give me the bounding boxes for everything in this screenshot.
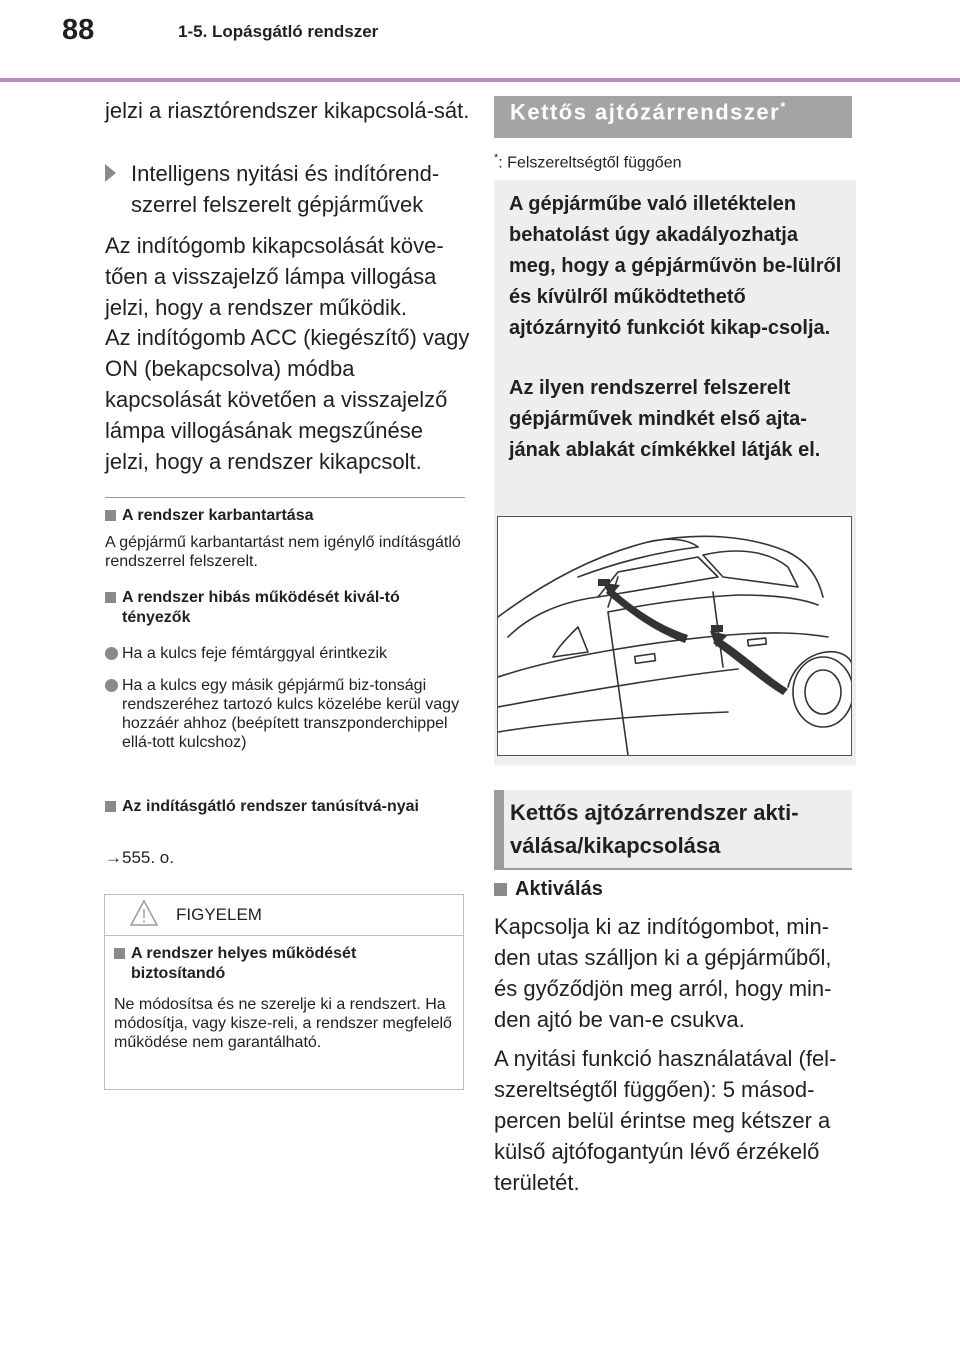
warning-text: Ne módosítsa és ne szerelje ki a rendszert. Ha módosítja, vagy kisze-reli, a rendszer megfelelő működése nem garantálható. [114,996,452,1051]
car-drawing [498,517,852,756]
page-reference-link[interactable]: →555. o. [105,848,174,867]
intro-paragraph-1: A gépjárműbe való illetéktelen behatolást úgy akadályozhatja meg, hogy a gépjárművön be-lülről és kívülről működtethető ajtózárnyitó funkciót kikap-csolja. [509,193,842,339]
dot-bullet-icon [105,679,118,692]
arrow-bullet-icon [105,164,116,182]
maintenance-heading: A rendszer karbantartása [105,506,465,528]
square-bullet-icon [494,883,507,896]
section-divider [105,497,465,498]
footnote: *: Felszereltségtől függően [494,152,682,172]
car-door-illustration [497,516,852,756]
arrow-item-text: Intelligens nyitási és indítórend-szerrel felszerelt gépjárművek [131,161,440,217]
page-number: 88 [62,14,95,46]
warning-header-rule [104,935,464,936]
bullet-item-1: Ha a kulcs feje fémtárggyal érintkezik [105,644,465,666]
section2-title: Kettős ajtózárrendszer akti-válása/kikapcsolása [510,800,799,858]
activation-paragraph-2: A nyitási funkció használatával (fel-szereltségtől függően): 5 másod-percen belül érintse meg kétszer a külső ajtófogantyún lévő érzékelő területét. [494,1046,837,1195]
header-rule [0,78,960,82]
warning-title: FIGYELEM [176,905,262,924]
activation-heading: Aktiválás [494,878,844,904]
warning-heading: A rendszer helyes működését biztosítandó [114,944,454,988]
section2-underline [494,868,852,870]
square-bullet-icon [105,801,116,812]
square-bullet-icon [105,592,116,603]
left-paragraph-2: Az indítógomb kikapcsolását köve-tően a visszajelző lámpa villogása jelzi, hogy a rendszer működik. [105,233,444,320]
left-paragraph-1: jelzi a riasztórendszer kikapcsolá-sát. [105,98,470,123]
bullet-item-2: Ha a kulcs egy másik gépjármű biz-tonsági rendszeréhez tartozó kulcs közelébe kerül vagy hozzáér ahhoz (beépített transzponderchippel ellá-tott kulcshoz) [105,676,465,786]
left-paragraph-3: Az indítógomb ACC (kiegészítő) vagy ON (bekapcsolva) módba kapcsolását követően a visszajelző lámpa villogásának megszűnése jelzi, hogy a rendszer kikapcsolt. [105,325,470,474]
section-title: Kettős ajtózárrendszer* [510,99,786,125]
certificates-heading: Az indításgátló rendszer tanúsítvá-nyai [105,797,465,841]
section2-accent-bar [494,790,504,870]
dot-bullet-icon [105,647,118,660]
square-bullet-icon [105,510,116,521]
intro-paragraph-2: Az ilyen rendszerrel felszerelt gépjárművek mindkét első ajta-jának ablakát címkékkel látják el. [509,377,821,461]
malfunction-heading: A rendszer hibás működését kivál-tó tényezők [105,588,465,632]
maintenance-text: A gépjármű karbantartást nem igénylő indításgátló rendszerrel felszerelt. [105,534,461,570]
activation-paragraph-1: Kapcsolja ki az indítógombot, min-den utas szálljon ki a gépjárműből, és győződjön meg arról, hogy min-den ajtó be van-e csukva. [494,914,832,1032]
chapter-title: 1-5. Lopásgátló rendszer [178,22,379,41]
warning-triangle-icon [129,899,159,927]
square-bullet-icon [114,948,125,959]
